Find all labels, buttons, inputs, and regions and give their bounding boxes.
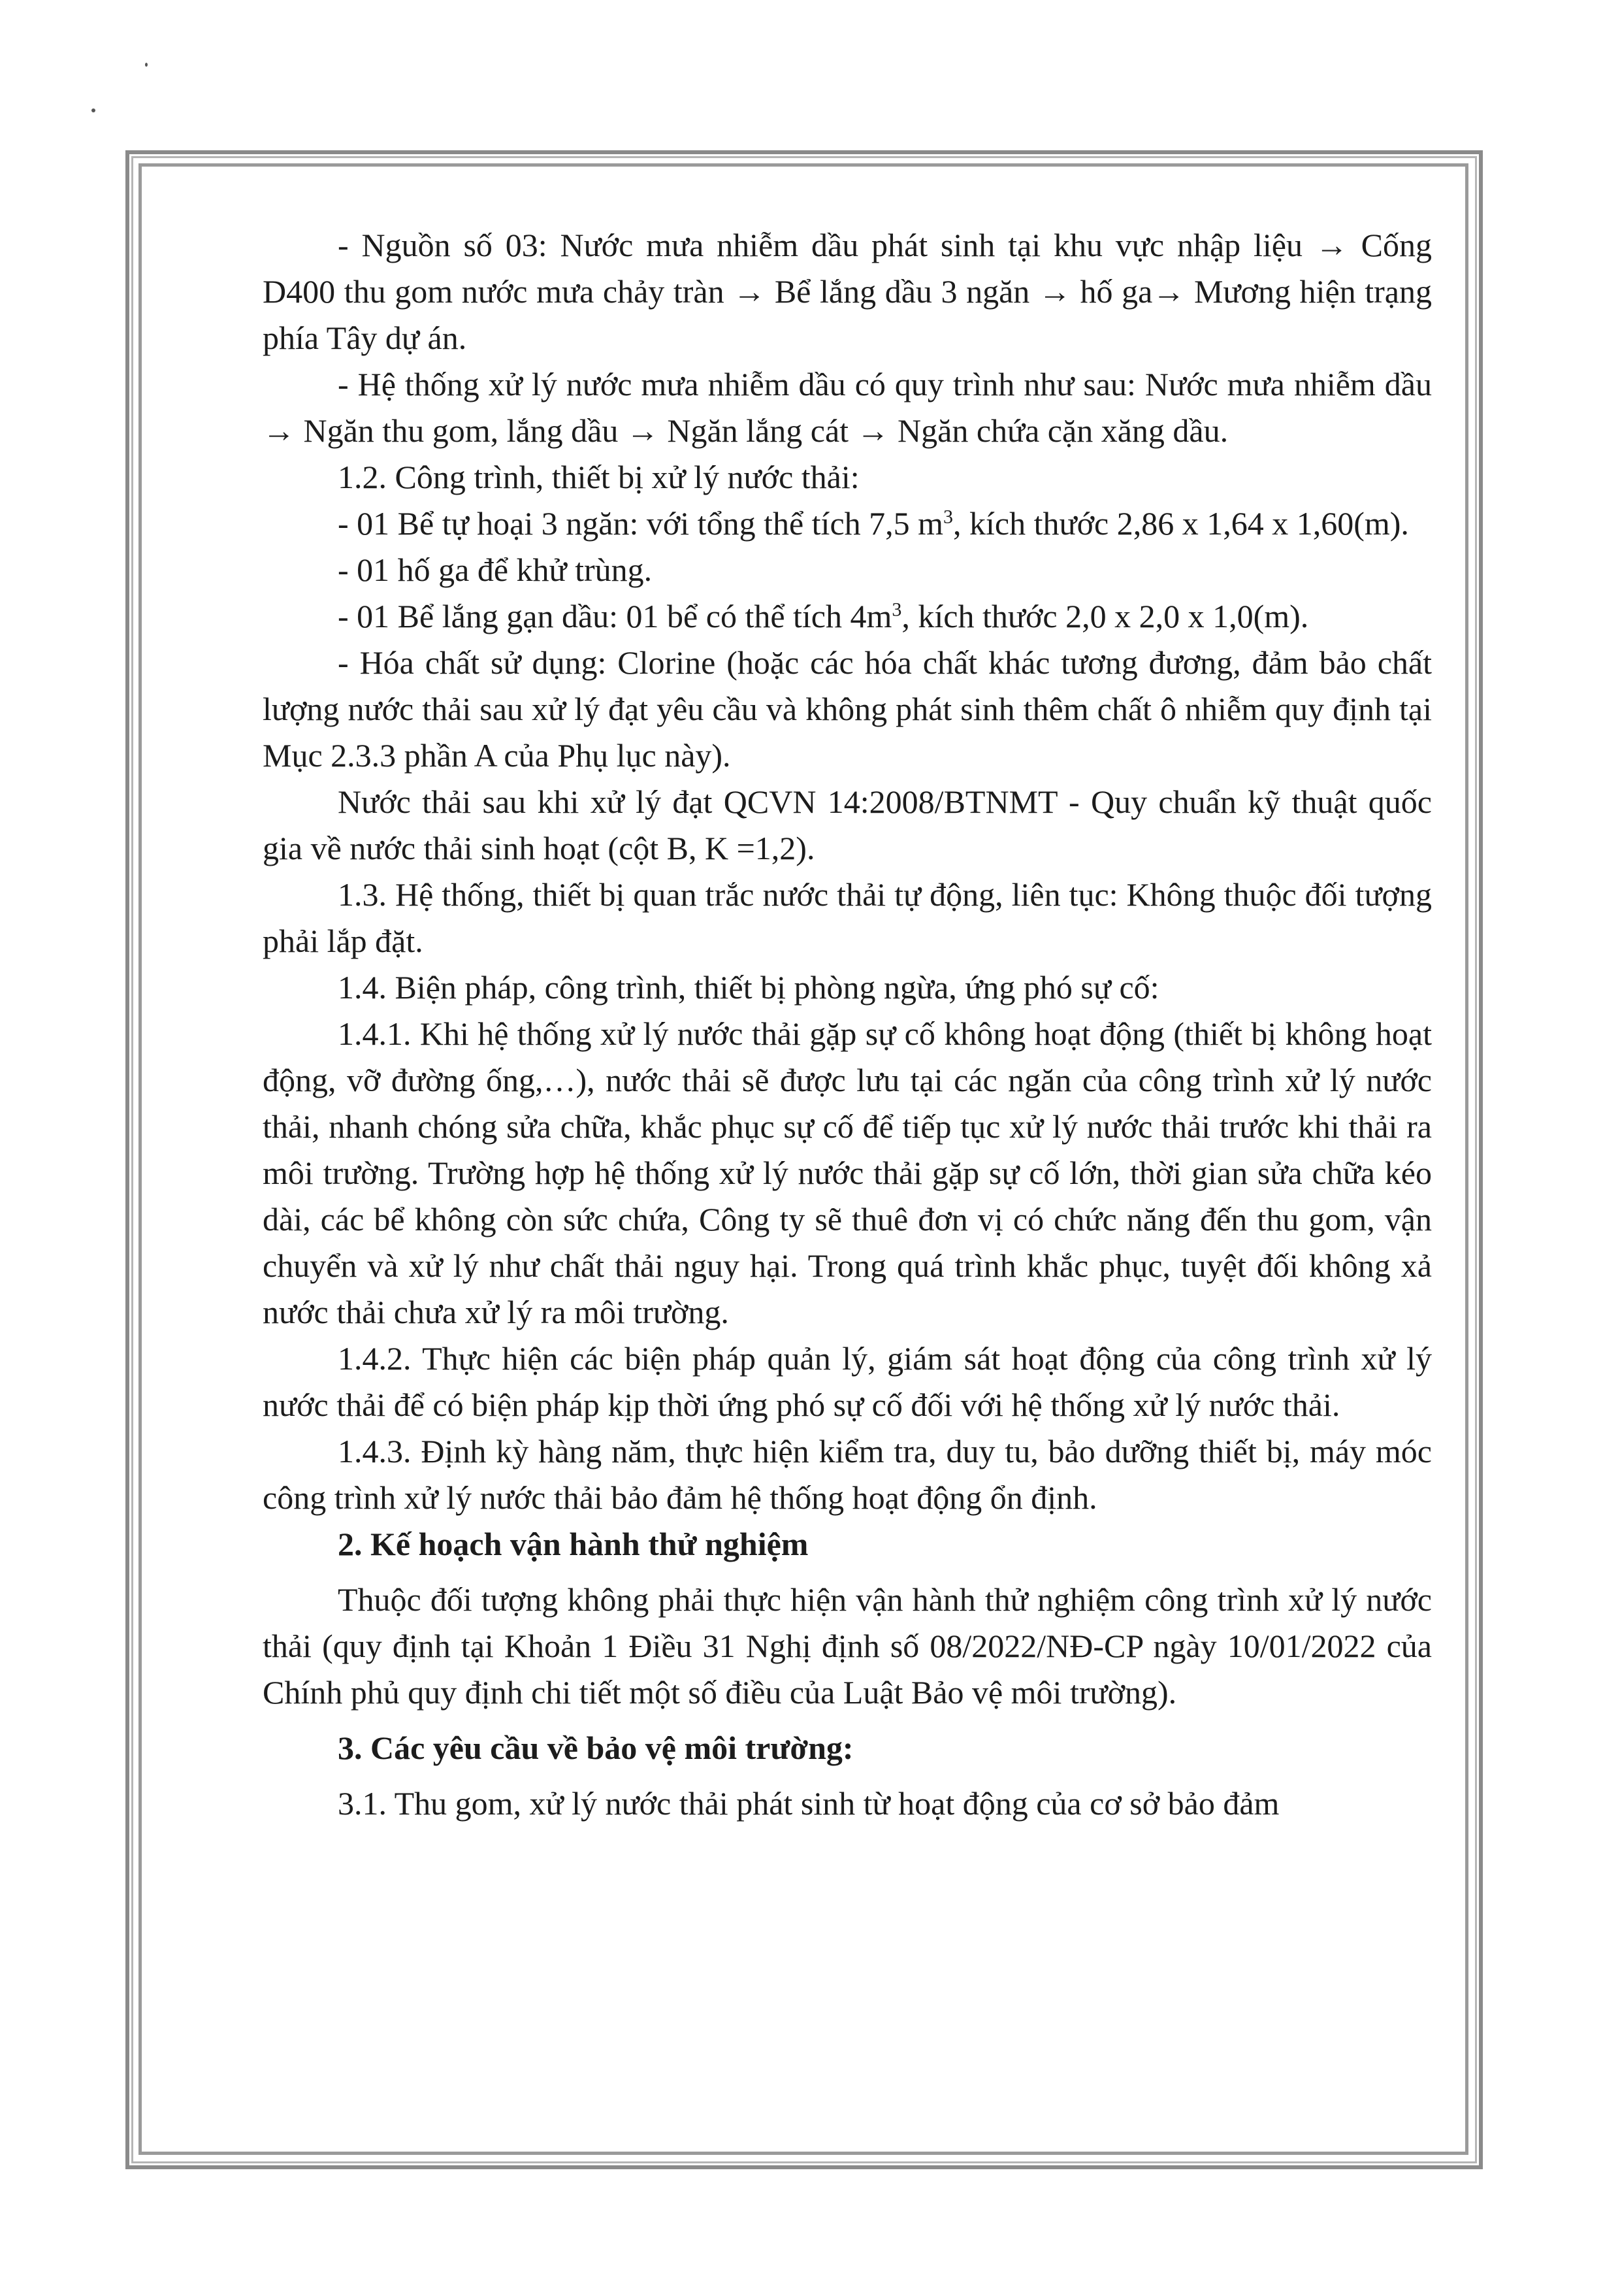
paragraph-1-2-heading: 1.2. Công trình, thiết bị xử lý nước thải: <box>338 459 860 495</box>
document-body <box>263 222 1432 1827</box>
paragraph-manhole: - 01 hố ga để khử trùng. <box>338 551 653 588</box>
scan-speck <box>91 108 95 112</box>
paragraph-source-03: - Nguồn số 03: Nước mưa nhiễm dầu phát sinh tại khu vực nhập liệu → Cống D400 thu gom nước mưa chảy tràn → Bể lắng dầu 3 ngăn → hố ga→ Mương hiện trạng phía Tây dự án. <box>263 227 1432 356</box>
paragraph-qcvn: Nước thải sau khi xử lý đạt QCVN 14:2008/BTNMT - Quy chuẩn kỹ thuật quốc gia về nước thải sinh hoạt (cột B, K =1,2). <box>263 783 1432 866</box>
paragraph-1-4-heading: 1.4. Biện pháp, công trình, thiết bị phòng ngừa, ứng phó sự cố: <box>338 969 1159 1006</box>
paragraph-septic-tank: - 01 Bể tự hoại 3 ngăn: với tổng thể tích 7,5 $m^3$, kích thước 2,86 x 1,64 x 1,60(m). <box>338 505 1409 542</box>
paragraph-oil-separator: - 01 Bể lắng gạn dầu: 01 bể có thể tích $4m^3$, kích thước 2,0 x 2,0 x 1,0(m). <box>338 598 1309 634</box>
paragraph-1-4-3: 1.4.3. Định kỳ hàng năm, thực hiện kiểm tra, duy tu, bảo dưỡng thiết bị, máy móc công trình xử lý nước thải bảo đảm hệ thống hoạt động ổn định. <box>263 1433 1432 1516</box>
paragraph-3-1: 3.1. Thu gom, xử lý nước thải phát sinh từ hoạt động của cơ sở bảo đảm <box>338 1785 1280 1822</box>
paragraph-1-3: 1.3. Hệ thống, thiết bị quan trắc nước thải tự động, liên tục: Không thuộc đối tượng phải lắp đặt. <box>263 876 1432 959</box>
paragraph-trial-operation: Thuộc đối tượng không phải thực hiện vận hành thử nghiệm công trình xử lý nước thải (quy định tại Khoản 1 Điều 31 Nghị định số 08/2022/NĐ-CP ngày 10/01/2022 của Chính phủ quy định chi tiết một số điều của Luật Bảo vệ môi trường). <box>263 1581 1432 1711</box>
scan-speck <box>145 63 148 67</box>
paragraph-oil-water-process: - Hệ thống xử lý nước mưa nhiễm dầu có quy trình như sau: Nước mưa nhiễm dầu → Ngăn thu gom, lắng dầu → Ngăn lắng cát → Ngăn chứa cặn xăng dầu. <box>263 366 1432 449</box>
section-heading-3: 3. Các yêu cầu về bảo vệ môi trường: <box>338 1730 854 1766</box>
paragraph-1-4-2: 1.4.2. Thực hiện các biện pháp quản lý, giám sát hoạt động của công trình xử lý nước thải để có biện pháp kịp thời ứng phó sự cố đối với hệ thống xử lý nước thải. <box>263 1340 1432 1423</box>
paragraph-1-4-1: 1.4.1. Khi hệ thống xử lý nước thải gặp sự cố không hoạt động (thiết bị không hoạt động, vỡ đường ống,…), nước thải sẽ được lưu tại các ngăn của công trình xử lý nước thải, nhanh chóng sửa chữa, khắc phục sự cố để tiếp tục xử lý nước thải trước khi thải ra môi trường. Trường hợp hệ thống xử lý nước thải gặp sự cố lớn, thời gian sửa chữa kéo dài, các bể không còn sức chứa, Công ty sẽ thuê đơn vị có chức năng đến thu gom, vận chuyển và xử lý như chất thải nguy hại. Trong quá trình khắc phục, tuyệt đối không xả nước thải chưa xử lý ra môi trường. <box>263 1015 1432 1330</box>
section-heading-2: 2. Kế hoạch vận hành thử nghiệm <box>338 1526 809 1562</box>
paragraph-chemicals: - Hóa chất sử dụng: Clorine (hoặc các hóa chất khác tương đương, đảm bảo chất lượng nước thải sau xử lý đạt yêu cầu và không phát sinh thêm chất ô nhiễm quy định tại Mục 2.3.3 phần A của Phụ lục này). <box>263 644 1432 774</box>
